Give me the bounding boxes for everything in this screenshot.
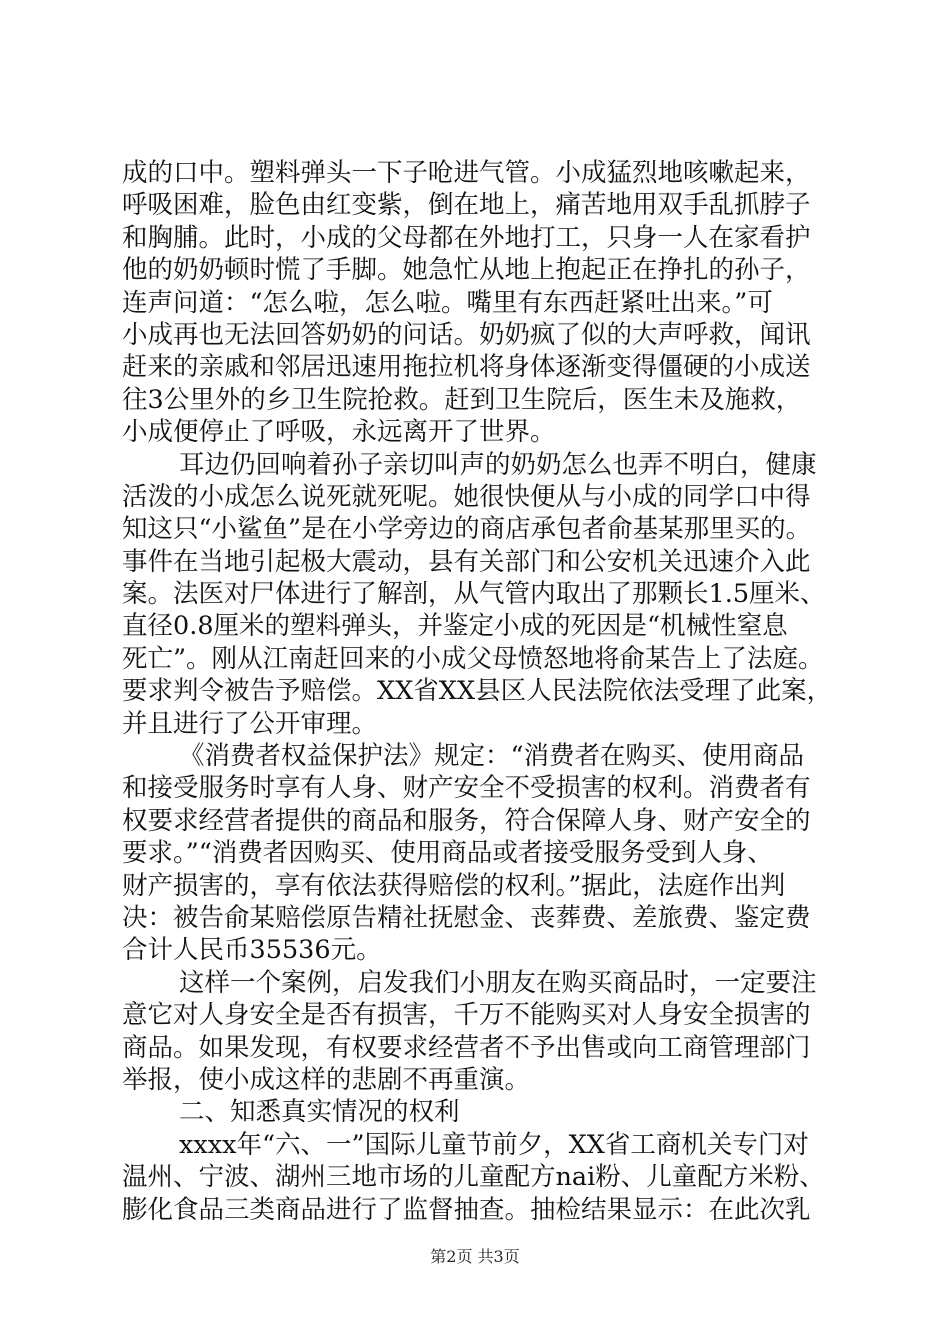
text-line: 事件在当地引起极大震动，县有关部门和公安机关迅速介入此	[122, 546, 811, 577]
text-line: 《消费者权益保护法》规定：“消费者在购买、使用商品	[179, 741, 805, 772]
text-line: 财产损害的，享有依法获得赔偿的权利。”据此，法庭作出判	[122, 870, 786, 901]
text-line: 举报，使小成这样的悲剧不再重演。	[122, 1064, 531, 1095]
text-line: 权要求经营者提供的商品和服务，符合保障人身、财产安全的	[122, 805, 811, 836]
text-line: 活泼的小成怎么说死就死呢。她很快便从与小成的同学口中得	[122, 481, 811, 512]
text-line: 和胸脯。此时，小成的父母都在外地打工，只身一人在家看护	[122, 222, 811, 253]
text-line: xxxx年“六、一”国际儿童节前夕，XX省工商机关专门对	[179, 1129, 809, 1160]
text-line: 案。法医对尸体进行了解剖，从气管内取出了那颗长1.5厘米、	[122, 579, 826, 610]
text-line: 商品。如果发现，有权要求经营者不予出售或向工商管理部门	[122, 1032, 811, 1063]
text-line: 耳边仍回响着孙子亲切叫声的奶奶怎么也弄不明白，健康	[179, 449, 817, 480]
text-line: 二、知悉真实情况的权利	[179, 1097, 460, 1128]
text-line: 赶来的亲戚和邻居迅速用拖拉机将身体逐渐变得僵硬的小成送	[122, 352, 811, 383]
text-line: 决：被告俞某赔偿原告精社抚慰金、丧葬费、差旅费、鉴定费	[122, 902, 811, 933]
text-line: 连声问道：“怎么啦，怎么啦。嘴里有东西赶紧吐出来。”可	[122, 287, 773, 318]
text-line: 小成便停止了呼吸，永远离开了世界。	[122, 417, 556, 448]
text-line: 他的奶奶顿时慌了手脚。她急忙从地上抱起正在挣扎的孙子，	[122, 255, 811, 286]
text-line: 要求。”“消费者因购买、使用商品或者接受服务受到人身、	[122, 838, 773, 869]
text-line: 这样一个案例，启发我们小朋友在购买商品时，一定要注	[179, 967, 817, 998]
page-footer: 第2页 共3页	[430, 1247, 520, 1266]
text-line: 呼吸困难，脸色由红变紫，倒在地上，痛苦地用双手乱抓脖子	[122, 190, 811, 221]
text-line: 和接受服务时享有人身、财产安全不受损害的权利。消费者有	[122, 773, 811, 804]
text-line: 膨化食品三类商品进行了监督抽查。抽检结果显示：在此次乳	[122, 1194, 811, 1225]
document-body	[122, 157, 834, 1226]
text-line: 小成再也无法回答奶奶的问话。奶奶疯了似的大声呼救，闻讯	[122, 319, 811, 350]
text-line: 死亡”。刚从江南赶回来的小成父母愤怒地将俞某告上了法庭。	[122, 643, 824, 674]
text-line: 温州、宁波、湖州三地市场的儿童配方nai粉、儿童配方米粉、	[122, 1162, 825, 1193]
text-line: 直径0.8厘米的塑料弹头，并鉴定小成的死因是“机械性窒息	[122, 611, 788, 642]
text-line: 意它对人身安全是否有损害，千万不能购买对人身安全损害的	[122, 1000, 811, 1031]
text-line: 知这只“小鲨鱼”是在小学旁边的商店承包者俞基某那里买的。	[122, 514, 812, 545]
text-line: 并且进行了公开审理。	[122, 708, 378, 739]
text-line: 要求判令被告予赔偿。XX省XX县区人民法院依法受理了此案，	[122, 676, 833, 707]
text-line: 合计人民币35536元。	[122, 935, 382, 966]
text-line: 成的口中。塑料弹头一下子呛进气管。小成猛烈地咳嗽起来，	[122, 158, 811, 188]
text-line: 往3公里外的乡卫生院抢救。赶到卫生院后，医生未及施救，	[122, 384, 802, 415]
